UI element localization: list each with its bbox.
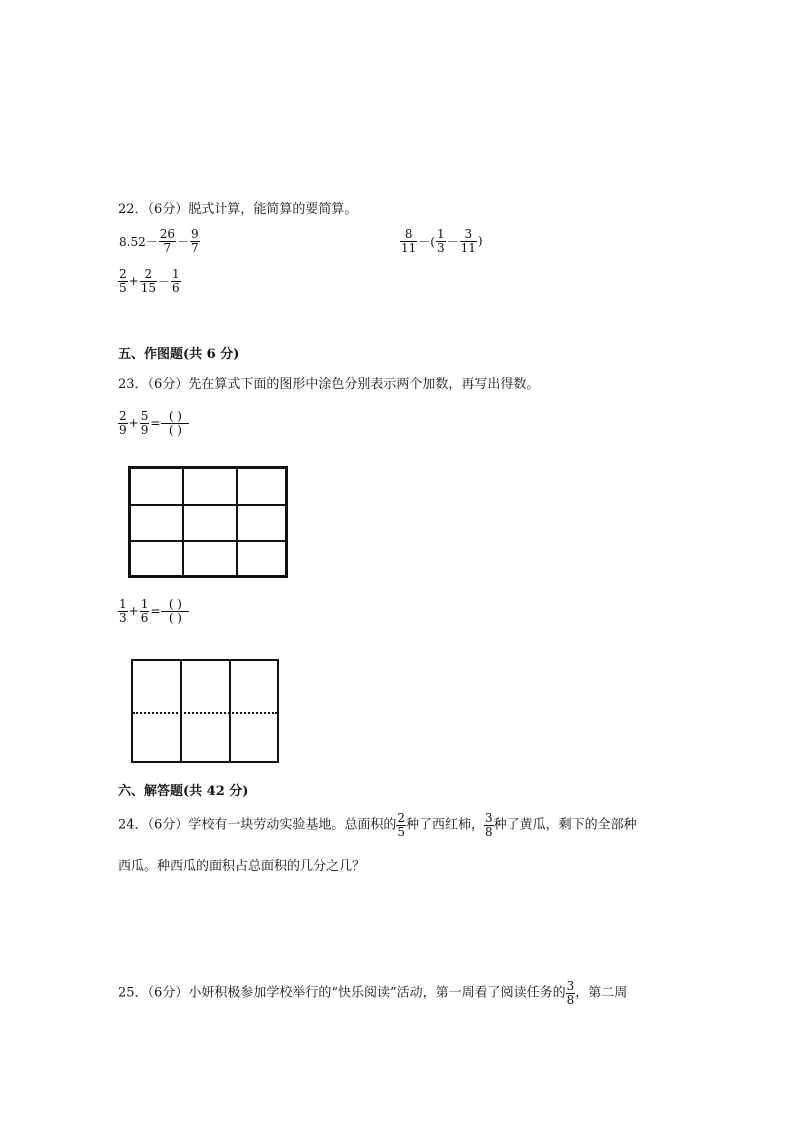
- fraction: $\frac{5}{9}$: [140, 409, 149, 437]
- answer-blank[interactable]: $\frac{( )}{( )}$: [161, 410, 189, 436]
- q22-expression-3: $\frac{2}{5}$ + $\frac{2}{15}$ － $\frac{1}{6}$: [119, 267, 180, 295]
- section-6-title: 六、解答题(共 42 分): [118, 784, 249, 799]
- fraction: $\frac{26}{7}$: [159, 227, 176, 255]
- column-divider: [229, 661, 231, 761]
- fraction: $\frac{1}{6}$: [140, 597, 149, 625]
- fraction: $\frac{2}{15}$: [140, 267, 156, 295]
- grid-cell[interactable]: [183, 505, 237, 541]
- fraction: $\frac{3}{11}$: [460, 227, 476, 255]
- q22-expression-2: $\frac{8}{11}$ －( $\frac{1}{3}$ － $\frac{3}{11}$ ): [401, 227, 483, 255]
- fraction: $\frac{1}{6}$: [172, 267, 180, 295]
- fraction: $\frac{2}{5}$: [397, 811, 405, 839]
- q23-equation-2: $\frac{1}{3}$ + $\frac{1}{6}$ = $\frac{( )}{( )}$: [118, 598, 189, 624]
- column-divider: [180, 661, 182, 761]
- grid-cell[interactable]: [130, 541, 183, 576]
- grid-cell[interactable]: [237, 505, 286, 541]
- dotted-divider: [133, 712, 277, 714]
- q23-stem: 23．（6分）先在算式下面的图形中涂色分别表示两个加数，再写出得数。: [118, 377, 540, 392]
- grid-3-columns[interactable]: [131, 659, 279, 763]
- fraction: $\frac{1}{3}$: [436, 227, 445, 255]
- section-5-title: 五、作图题(共 6 分): [118, 347, 240, 362]
- grid-cell[interactable]: [237, 541, 286, 576]
- grid-cell[interactable]: [130, 505, 183, 541]
- answer-blank[interactable]: $\frac{( )}{( )}$: [161, 598, 189, 624]
- fraction: $\frac{2}{5}$: [119, 267, 127, 295]
- q22-stem: 22．（6分）脱式计算，能简算的要简算。: [118, 202, 358, 217]
- fraction: $\frac{9}{7}$: [191, 227, 199, 255]
- grid-3x3[interactable]: [128, 466, 288, 578]
- grid-cell[interactable]: [237, 468, 286, 505]
- fraction: $\frac{3}{8}$: [566, 979, 575, 1007]
- q25-line-1: 25．（6分）小妍积极参加学校举行的“快乐阅读”活动，第一周看了阅读任务的 $\frac{3}{8}$ ，第二周: [118, 979, 628, 1007]
- q22-expression-1: 8.52－ $\frac{26}{7}$ － $\frac{9}{7}$: [119, 227, 199, 255]
- fraction: $\frac{2}{9}$: [119, 409, 127, 437]
- grid-cell[interactable]: [183, 541, 237, 576]
- grid-cell[interactable]: [183, 468, 237, 505]
- fraction: $\frac{8}{11}$: [401, 227, 417, 255]
- q24-line-2: 西瓜。种西瓜的面积占总面积的几分之几？: [118, 859, 366, 874]
- grid-cell[interactable]: [130, 468, 183, 505]
- q23-equation-1: $\frac{2}{9}$ + $\frac{5}{9}$ = $\frac{( )}{( )}$: [118, 410, 189, 436]
- q24-line-1: 24．（6分）学校有一块劳动实验基地。总面积的 $\frac{2}{5}$ 种了西红柿， $\frac{3}{8}$ 种了黄瓜，剩下的全部种: [118, 811, 637, 839]
- fraction: $\frac{3}{8}$: [484, 811, 493, 839]
- fraction: $\frac{1}{3}$: [119, 597, 127, 625]
